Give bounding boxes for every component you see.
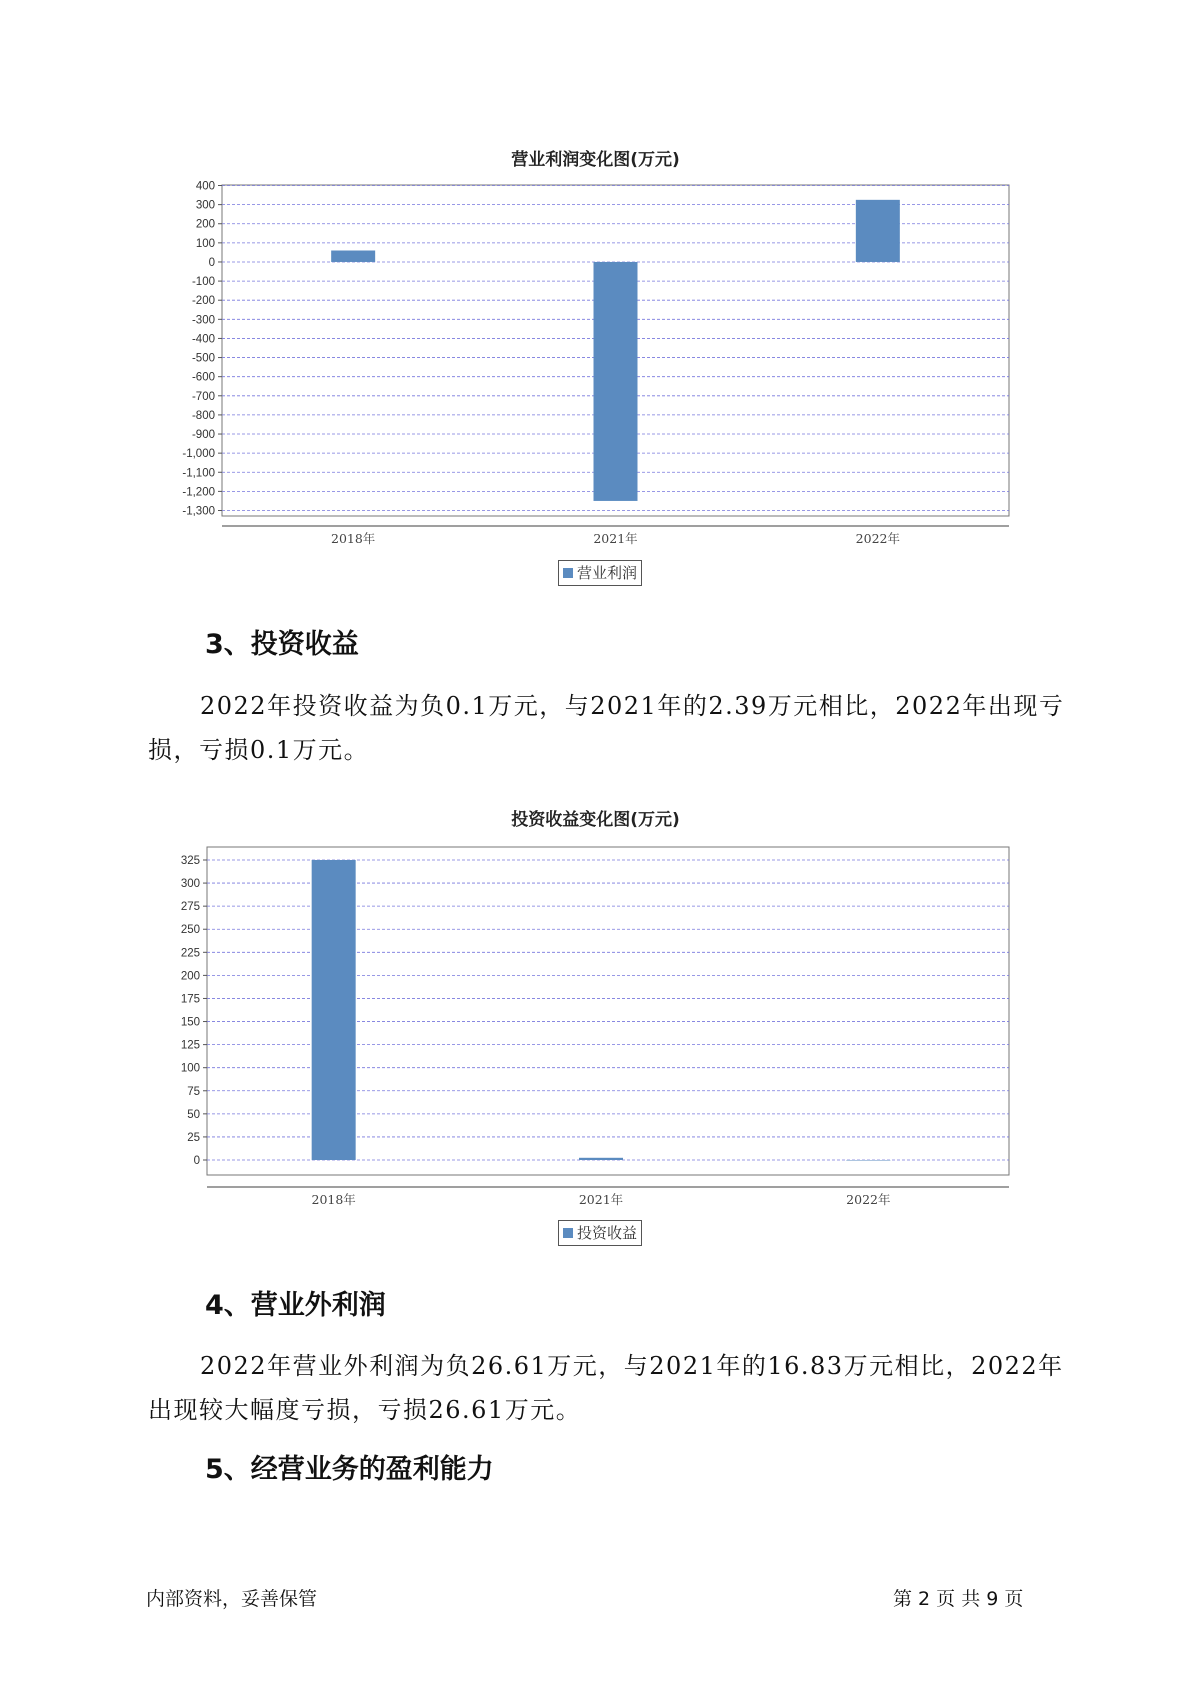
operating-profit-chart: [0, 170, 1191, 560]
chart-1-legend-label: 营业利润: [577, 564, 638, 582]
y-tick-label: 125: [180, 1039, 200, 1052]
x-tick-label: 2022年: [855, 531, 900, 546]
y-tick-label: 400: [195, 180, 215, 193]
x-tick-label: 2018年: [331, 531, 376, 546]
y-tick-label: 25: [187, 1131, 200, 1144]
y-tick-label: -100: [191, 276, 215, 289]
y-tick-label: 250: [180, 924, 200, 937]
y-tick-label: -1,300: [182, 505, 215, 518]
bar: [312, 860, 356, 1160]
y-tick-label: -700: [191, 390, 215, 403]
investment-income-chart: [0, 835, 1191, 1207]
bar: [579, 1158, 623, 1160]
y-tick-label: 50: [187, 1108, 200, 1121]
footer-page-number: 第 2 页 共 9 页: [893, 1588, 1024, 1610]
y-tick-label: -300: [191, 314, 215, 327]
x-tick-label: 2018年: [311, 1192, 356, 1207]
y-tick-label: 100: [195, 237, 215, 250]
bar: [331, 251, 375, 262]
y-tick-label: -1,000: [182, 448, 215, 461]
bar: [856, 200, 900, 262]
chart-1-legend: [558, 560, 642, 586]
y-tick-label: 0: [208, 256, 215, 269]
y-tick-label: -600: [191, 371, 215, 384]
chart-1-title: 营业利润变化图(万元): [511, 150, 680, 170]
chart-2-legend-label: 投资收益: [577, 1224, 638, 1242]
legend-swatch-icon: [563, 568, 573, 578]
y-tick-label: 175: [180, 993, 200, 1006]
chart-2-legend: [558, 1220, 642, 1246]
y-tick-label: 225: [180, 947, 200, 960]
section-3-paragraph: 2022年投资收益为负0.1万元，与2021年的2.39万元相比，2022年出现亏损，亏损0.1万元。: [148, 692, 1065, 764]
y-tick-label: 300: [195, 199, 215, 212]
x-tick-label: 2021年: [593, 531, 638, 546]
y-tick-label: 150: [180, 1016, 200, 1029]
bar: [594, 262, 638, 501]
y-tick-label: 100: [180, 1062, 200, 1075]
y-tick-label: 325: [180, 855, 200, 867]
y-tick-label: 200: [180, 970, 200, 983]
footer-confidential-note: 内部资料，妥善保管: [146, 1588, 318, 1610]
y-tick-label: 200: [195, 218, 215, 231]
y-tick-label: -500: [191, 352, 215, 365]
y-tick-label: 75: [187, 1085, 200, 1098]
section-4-heading: 4、营业外利润: [205, 1290, 386, 1321]
x-tick-label: 2022年: [846, 1192, 891, 1207]
y-tick-label: -1,200: [182, 486, 215, 499]
y-tick-label: 275: [180, 901, 200, 914]
y-tick-label: 0: [193, 1155, 200, 1167]
chart-2-title: 投资收益变化图(万元): [511, 810, 680, 830]
y-tick-label: -1,100: [182, 467, 215, 480]
section-4-paragraph: 2022年营业外利润为负26.61万元，与2021年的16.83万元相比，2022年出现较大幅度亏损，亏损26.61万元。: [148, 1352, 1064, 1424]
x-tick-label: 2021年: [578, 1192, 624, 1207]
section-5-heading: 5、经营业务的盈利能力: [205, 1454, 494, 1485]
y-tick-label: 300: [180, 878, 200, 891]
bar: [846, 1160, 890, 1161]
y-tick-label: -400: [191, 333, 215, 346]
legend-swatch-icon: [563, 1228, 573, 1238]
y-tick-label: -200: [191, 295, 215, 308]
y-tick-label: -800: [191, 409, 215, 422]
y-tick-label: -900: [191, 429, 215, 442]
section-3-heading: 3、投资收益: [205, 629, 359, 660]
